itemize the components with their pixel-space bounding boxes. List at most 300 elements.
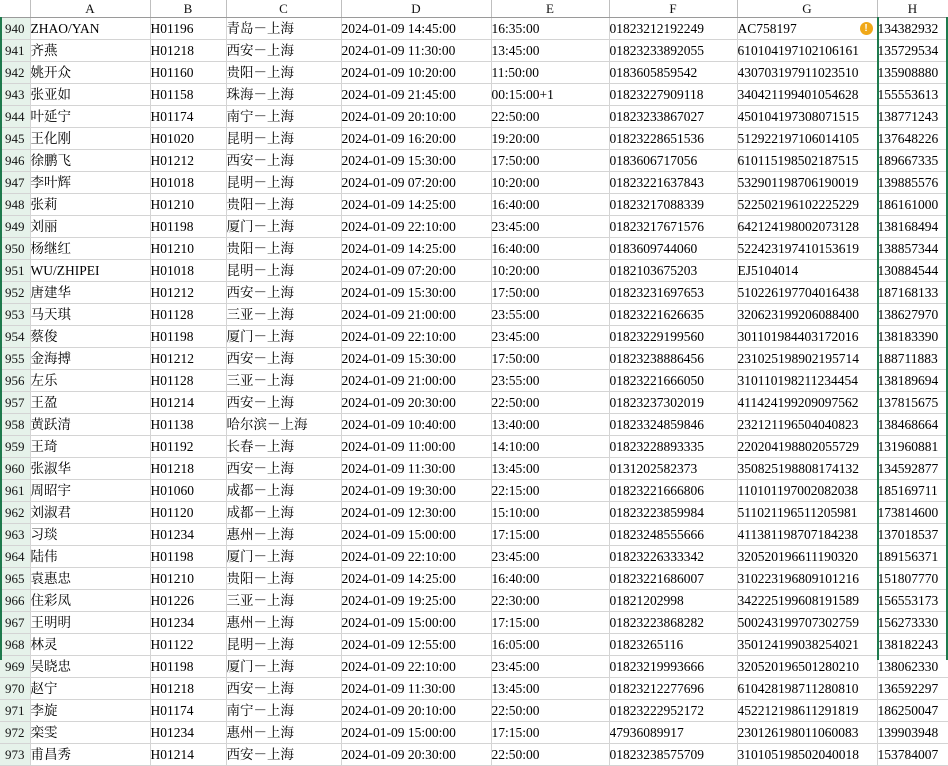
row-header[interactable]: 945 xyxy=(0,128,30,150)
cell-a[interactable]: WU/ZHIPEI xyxy=(30,260,150,282)
table-row[interactable] xyxy=(0,546,948,568)
cell-e[interactable]: 00:15:00+1 xyxy=(491,84,609,106)
table-row[interactable] xyxy=(0,678,948,700)
cell-d[interactable]: 2024-01-09 11:30:00 xyxy=(341,678,491,700)
table-row[interactable] xyxy=(0,106,948,128)
cell-f[interactable]: 0182103675203 xyxy=(609,260,737,282)
cell-h[interactable]: 135908880 xyxy=(877,62,948,84)
cell-e[interactable]: 17:15:00 xyxy=(491,612,609,634)
cell-h[interactable]: 188711883 xyxy=(877,348,948,370)
cell-f[interactable]: 0183605859542 xyxy=(609,62,737,84)
cell-a[interactable]: 李叶辉 xyxy=(30,172,150,194)
cell-c[interactable]: 长春－上海 xyxy=(226,436,341,458)
cell-b[interactable]: H01218 xyxy=(150,40,226,62)
row-header[interactable]: 951 xyxy=(0,260,30,282)
cell-h[interactable]: 138189694 xyxy=(877,370,948,392)
cell-g[interactable]: 320520196611190320 xyxy=(737,546,877,568)
cell-c[interactable]: 哈尔滨－上海 xyxy=(226,414,341,436)
cell-a[interactable]: 林灵 xyxy=(30,634,150,656)
cell-a[interactable]: ZHAO/YAN xyxy=(30,18,150,40)
cell-h[interactable]: 137018537 xyxy=(877,524,948,546)
cell-d[interactable]: 2024-01-09 15:30:00 xyxy=(341,282,491,304)
cell-a[interactable]: 齐燕 xyxy=(30,40,150,62)
row-header[interactable]: 965 xyxy=(0,568,30,590)
cell-g[interactable]: 411381198707184238 xyxy=(737,524,877,546)
cell-c[interactable]: 昆明－上海 xyxy=(226,172,341,194)
cell-g[interactable]: 511021196511205981 xyxy=(737,502,877,524)
cell-g[interactable]: 301101984403172016 xyxy=(737,326,877,348)
cell-g[interactable]: 512922197106014105 xyxy=(737,128,877,150)
row-header[interactable]: 942 xyxy=(0,62,30,84)
cell-h[interactable]: 156273330 xyxy=(877,612,948,634)
cell-c[interactable]: 昆明－上海 xyxy=(226,634,341,656)
column-header-a[interactable]: A xyxy=(30,0,150,18)
row-header[interactable]: 971 xyxy=(0,700,30,722)
cell-a[interactable]: 刘淑君 xyxy=(30,502,150,524)
table-row[interactable] xyxy=(0,634,948,656)
cell-c[interactable]: 西安－上海 xyxy=(226,348,341,370)
cell-e[interactable]: 22:15:00 xyxy=(491,480,609,502)
cell-g[interactable]: 220204198802055729 xyxy=(737,436,877,458)
cell-h[interactable]: 185169711 xyxy=(877,480,948,502)
cell-e[interactable]: 17:15:00 xyxy=(491,722,609,744)
cell-c[interactable]: 西安－上海 xyxy=(226,744,341,766)
cell-d[interactable]: 2024-01-09 14:25:00 xyxy=(341,238,491,260)
cell-g[interactable]: 230126198011060083 xyxy=(737,722,877,744)
cell-g[interactable]: 522423197410153619 xyxy=(737,238,877,260)
cell-g[interactable]: 642124198002073128 xyxy=(737,216,877,238)
table-row[interactable] xyxy=(0,238,948,260)
cell-h[interactable]: 187168133 xyxy=(877,282,948,304)
cell-e[interactable]: 22:50:00 xyxy=(491,392,609,414)
cell-d[interactable]: 2024-01-09 21:45:00 xyxy=(341,84,491,106)
cell-d[interactable]: 2024-01-09 15:00:00 xyxy=(341,722,491,744)
cell-f[interactable]: 01823223859984 xyxy=(609,502,737,524)
row-header[interactable]: 955 xyxy=(0,348,30,370)
cell-h[interactable]: 173814600 xyxy=(877,502,948,524)
cell-a[interactable]: 姚开众 xyxy=(30,62,150,84)
table-row[interactable] xyxy=(0,744,948,766)
cell-g[interactable]: 231025198902195714 xyxy=(737,348,877,370)
cell-a[interactable]: 叶延宁 xyxy=(30,106,150,128)
cell-b[interactable]: H01210 xyxy=(150,238,226,260)
cell-h[interactable]: 155553613 xyxy=(877,84,948,106)
cell-h[interactable]: 189667335 xyxy=(877,150,948,172)
cell-h[interactable]: 138168494 xyxy=(877,216,948,238)
cell-b[interactable]: H01234 xyxy=(150,524,226,546)
cell-b[interactable]: H01128 xyxy=(150,304,226,326)
cell-b[interactable]: H01212 xyxy=(150,150,226,172)
cell-b[interactable]: H01174 xyxy=(150,106,226,128)
table-row[interactable] xyxy=(0,326,948,348)
cell-h[interactable]: 186161000 xyxy=(877,194,948,216)
cell-g[interactable]: 310105198502040018 xyxy=(737,744,877,766)
cell-e[interactable]: 14:10:00 xyxy=(491,436,609,458)
cell-e[interactable]: 15:10:00 xyxy=(491,502,609,524)
row-header[interactable]: 970 xyxy=(0,678,30,700)
cell-b[interactable]: H01210 xyxy=(150,568,226,590)
cell-g[interactable]: 532901198706190019 xyxy=(737,172,877,194)
cell-f[interactable]: 01823221626635 xyxy=(609,304,737,326)
row-header[interactable]: 957 xyxy=(0,392,30,414)
cell-d[interactable]: 2024-01-09 10:20:00 xyxy=(341,62,491,84)
cell-b[interactable]: H01160 xyxy=(150,62,226,84)
cell-d[interactable]: 2024-01-09 20:10:00 xyxy=(341,700,491,722)
cell-f[interactable]: 01823217671576 xyxy=(609,216,737,238)
cell-f[interactable]: 01823219993666 xyxy=(609,656,737,678)
cell-f[interactable]: 01823228651536 xyxy=(609,128,737,150)
cell-c[interactable]: 南宁－上海 xyxy=(226,700,341,722)
cell-d[interactable]: 2024-01-09 16:20:00 xyxy=(341,128,491,150)
cell-b[interactable]: H01192 xyxy=(150,436,226,458)
cell-c[interactable]: 西安－上海 xyxy=(226,282,341,304)
row-header[interactable]: 946 xyxy=(0,150,30,172)
row-header[interactable]: 966 xyxy=(0,590,30,612)
row-header[interactable]: 962 xyxy=(0,502,30,524)
cell-f[interactable]: 0131202582373 xyxy=(609,458,737,480)
cell-f[interactable]: 01823221666050 xyxy=(609,370,737,392)
cell-a[interactable]: 马天琪 xyxy=(30,304,150,326)
cell-e[interactable]: 16:40:00 xyxy=(491,568,609,590)
cell-c[interactable]: 厦门－上海 xyxy=(226,216,341,238)
cell-g[interactable]: 350825198808174132 xyxy=(737,458,877,480)
cell-f[interactable]: 01823248555666 xyxy=(609,524,737,546)
cell-e[interactable]: 22:30:00 xyxy=(491,590,609,612)
cell-c[interactable]: 成都－上海 xyxy=(226,502,341,524)
table-row[interactable] xyxy=(0,304,948,326)
cell-e[interactable]: 23:45:00 xyxy=(491,656,609,678)
cell-b[interactable]: H01018 xyxy=(150,260,226,282)
cell-e[interactable]: 13:45:00 xyxy=(491,40,609,62)
cell-e[interactable]: 16:40:00 xyxy=(491,238,609,260)
cell-h[interactable]: 135729534 xyxy=(877,40,948,62)
table-row[interactable] xyxy=(0,194,948,216)
cell-e[interactable]: 23:45:00 xyxy=(491,216,609,238)
cell-a[interactable]: 张淑华 xyxy=(30,458,150,480)
cell-g[interactable]: 522502196102225229 xyxy=(737,194,877,216)
row-header[interactable]: 958 xyxy=(0,414,30,436)
cell-c[interactable]: 厦门－上海 xyxy=(226,546,341,568)
row-header[interactable]: 949 xyxy=(0,216,30,238)
row-header[interactable]: 963 xyxy=(0,524,30,546)
cell-f[interactable]: 01823237302019 xyxy=(609,392,737,414)
cell-a[interactable]: 吴晓忠 xyxy=(30,656,150,678)
cell-c[interactable]: 厦门－上海 xyxy=(226,326,341,348)
cell-f[interactable]: 01823231697653 xyxy=(609,282,737,304)
cell-d[interactable]: 2024-01-09 15:00:00 xyxy=(341,524,491,546)
cell-h[interactable]: 138627970 xyxy=(877,304,948,326)
cell-f[interactable]: 01823229199560 xyxy=(609,326,737,348)
cell-b[interactable]: H01158 xyxy=(150,84,226,106)
cell-c[interactable]: 贵阳－上海 xyxy=(226,568,341,590)
cell-g[interactable]: EJ5104014 xyxy=(737,260,877,282)
cell-d[interactable]: 2024-01-09 12:55:00 xyxy=(341,634,491,656)
cell-f[interactable]: 47936089917 xyxy=(609,722,737,744)
table-row[interactable] xyxy=(0,722,948,744)
cell-d[interactable]: 2024-01-09 12:30:00 xyxy=(341,502,491,524)
cell-b[interactable]: H01196 xyxy=(150,18,226,40)
cell-c[interactable]: 昆明－上海 xyxy=(226,260,341,282)
cell-f[interactable]: 01823223868282 xyxy=(609,612,737,634)
cell-d[interactable]: 2024-01-09 22:10:00 xyxy=(341,216,491,238)
cell-c[interactable]: 西安－上海 xyxy=(226,40,341,62)
cell-e[interactable]: 23:55:00 xyxy=(491,370,609,392)
cell-e[interactable]: 10:20:00 xyxy=(491,172,609,194)
cell-c[interactable]: 昆明－上海 xyxy=(226,128,341,150)
row-header[interactable]: 943 xyxy=(0,84,30,106)
row-header[interactable]: 953 xyxy=(0,304,30,326)
column-header-g[interactable]: G xyxy=(737,0,877,18)
row-header[interactable]: 973 xyxy=(0,744,30,766)
cell-a[interactable]: 王盈 xyxy=(30,392,150,414)
cell-h[interactable]: 137648226 xyxy=(877,128,948,150)
cell-b[interactable]: H01210 xyxy=(150,194,226,216)
table-row[interactable] xyxy=(0,414,948,436)
cell-h[interactable]: 131960881 xyxy=(877,436,948,458)
cell-a[interactable]: 唐建华 xyxy=(30,282,150,304)
cell-c[interactable]: 西安－上海 xyxy=(226,150,341,172)
cell-g[interactable]: 310110198211234454 xyxy=(737,370,877,392)
cell-e[interactable]: 16:05:00 xyxy=(491,634,609,656)
cell-c[interactable]: 三亚－上海 xyxy=(226,590,341,612)
cell-h[interactable]: 134382932 xyxy=(877,18,948,40)
cell-h[interactable]: 138182243 xyxy=(877,634,948,656)
cell-d[interactable]: 2024-01-09 20:30:00 xyxy=(341,392,491,414)
cell-f[interactable]: 01823238886456 xyxy=(609,348,737,370)
cell-b[interactable]: H01234 xyxy=(150,612,226,634)
table-row[interactable] xyxy=(0,260,948,282)
cell-h[interactable]: 139903948 xyxy=(877,722,948,744)
cell-c[interactable]: 成都－上海 xyxy=(226,480,341,502)
cell-h[interactable]: 151807770 xyxy=(877,568,948,590)
cell-g[interactable]: 450104197308071515 xyxy=(737,106,877,128)
table-row[interactable] xyxy=(0,18,948,40)
cell-h[interactable]: 138062330 xyxy=(877,656,948,678)
cell-f[interactable]: 01823265116 xyxy=(609,634,737,656)
cell-c[interactable]: 惠州－上海 xyxy=(226,524,341,546)
cell-d[interactable]: 2024-01-09 21:00:00 xyxy=(341,370,491,392)
table-row[interactable] xyxy=(0,282,948,304)
cell-e[interactable]: 17:50:00 xyxy=(491,282,609,304)
cell-a[interactable]: 王化刚 xyxy=(30,128,150,150)
row-header[interactable]: 960 xyxy=(0,458,30,480)
row-header[interactable]: 964 xyxy=(0,546,30,568)
cell-b[interactable]: H01226 xyxy=(150,590,226,612)
cell-d[interactable]: 2024-01-09 07:20:00 xyxy=(341,172,491,194)
cell-d[interactable]: 2024-01-09 10:40:00 xyxy=(341,414,491,436)
cell-c[interactable]: 南宁－上海 xyxy=(226,106,341,128)
table-row[interactable] xyxy=(0,590,948,612)
cell-b[interactable]: H01122 xyxy=(150,634,226,656)
cell-g[interactable]: 340421199401054628 xyxy=(737,84,877,106)
cell-b[interactable]: H01218 xyxy=(150,458,226,480)
cell-d[interactable]: 2024-01-09 11:30:00 xyxy=(341,40,491,62)
table-row[interactable] xyxy=(0,392,948,414)
cell-c[interactable]: 贵阳－上海 xyxy=(226,194,341,216)
cell-g[interactable]: 310223196809101216 xyxy=(737,568,877,590)
table-row[interactable] xyxy=(0,568,948,590)
cell-e[interactable]: 22:50:00 xyxy=(491,744,609,766)
cell-d[interactable]: 2024-01-09 15:30:00 xyxy=(341,150,491,172)
cell-a[interactable]: 王明明 xyxy=(30,612,150,634)
row-header[interactable]: 948 xyxy=(0,194,30,216)
cell-c[interactable]: 惠州－上海 xyxy=(226,612,341,634)
cell-e[interactable]: 16:35:00 xyxy=(491,18,609,40)
cell-a[interactable]: 赵宁 xyxy=(30,678,150,700)
cell-f[interactable]: 01823238575709 xyxy=(609,744,737,766)
cell-d[interactable]: 2024-01-09 22:10:00 xyxy=(341,546,491,568)
cell-d[interactable]: 2024-01-09 19:30:00 xyxy=(341,480,491,502)
cell-g[interactable]: 411424199209097562 xyxy=(737,392,877,414)
cell-g[interactable]: 610104197102106161 xyxy=(737,40,877,62)
table-row[interactable] xyxy=(0,370,948,392)
cell-a[interactable]: 栾雯 xyxy=(30,722,150,744)
cell-h[interactable]: 134592877 xyxy=(877,458,948,480)
table-row[interactable] xyxy=(0,656,948,678)
cell-f[interactable]: 01823212192249 xyxy=(609,18,737,40)
cell-h[interactable]: 153784007 xyxy=(877,744,948,766)
cell-g[interactable]: 110101197002082038 xyxy=(737,480,877,502)
cell-c[interactable]: 惠州－上海 xyxy=(226,722,341,744)
cell-e[interactable]: 23:55:00 xyxy=(491,304,609,326)
cell-b[interactable]: H01218 xyxy=(150,678,226,700)
cell-d[interactable]: 2024-01-09 14:25:00 xyxy=(341,194,491,216)
cell-f[interactable]: 01823217088339 xyxy=(609,194,737,216)
row-header[interactable]: 947 xyxy=(0,172,30,194)
cell-d[interactable]: 2024-01-09 22:10:00 xyxy=(341,656,491,678)
row-header[interactable]: 950 xyxy=(0,238,30,260)
cell-g[interactable]: 610115198502187515 xyxy=(737,150,877,172)
cell-h[interactable]: 138183390 xyxy=(877,326,948,348)
cell-b[interactable]: H01234 xyxy=(150,722,226,744)
cell-e[interactable]: 11:50:00 xyxy=(491,62,609,84)
cell-a[interactable]: 徐鹏飞 xyxy=(30,150,150,172)
table-row[interactable] xyxy=(0,502,948,524)
cell-b[interactable]: H01214 xyxy=(150,392,226,414)
cell-g[interactable]: 320520196501280210 xyxy=(737,656,877,678)
cell-d[interactable]: 2024-01-09 11:00:00 xyxy=(341,436,491,458)
cell-f[interactable]: 01823233892055 xyxy=(609,40,737,62)
row-header[interactable]: 956 xyxy=(0,370,30,392)
cell-h[interactable]: 186250047 xyxy=(877,700,948,722)
cell-g[interactable]: 232121196504040823 xyxy=(737,414,877,436)
cell-e[interactable]: 13:45:00 xyxy=(491,678,609,700)
cell-d[interactable]: 2024-01-09 22:10:00 xyxy=(341,326,491,348)
table-row[interactable] xyxy=(0,436,948,458)
row-header[interactable]: 961 xyxy=(0,480,30,502)
row-header[interactable]: 972 xyxy=(0,722,30,744)
cell-g[interactable]: 320623199206088400 xyxy=(737,304,877,326)
error-indicator-icon[interactable]: ! xyxy=(860,22,873,35)
cell-h[interactable]: 136592297 xyxy=(877,678,948,700)
column-header-e[interactable]: E xyxy=(491,0,609,18)
cell-g[interactable]: 452212198611291819 xyxy=(737,700,877,722)
row-header[interactable]: 952 xyxy=(0,282,30,304)
cell-e[interactable]: 22:50:00 xyxy=(491,700,609,722)
cell-b[interactable]: H01214 xyxy=(150,744,226,766)
cell-c[interactable]: 三亚－上海 xyxy=(226,370,341,392)
cell-e[interactable]: 17:50:00 xyxy=(491,150,609,172)
cell-d[interactable]: 2024-01-09 14:25:00 xyxy=(341,568,491,590)
table-row[interactable] xyxy=(0,458,948,480)
cell-h[interactable]: 138468664 xyxy=(877,414,948,436)
cell-g[interactable]: 342225199608191589 xyxy=(737,590,877,612)
cell-d[interactable]: 2024-01-09 14:45:00 xyxy=(341,18,491,40)
table-row[interactable] xyxy=(0,700,948,722)
cell-b[interactable]: H01174 xyxy=(150,700,226,722)
cell-a[interactable]: 杨继红 xyxy=(30,238,150,260)
cell-c[interactable]: 厦门－上海 xyxy=(226,656,341,678)
table-row[interactable] xyxy=(0,128,948,150)
table-row[interactable] xyxy=(0,62,948,84)
cell-f[interactable]: 01821202998 xyxy=(609,590,737,612)
row-header[interactable]: 969 xyxy=(0,656,30,678)
column-header-row[interactable] xyxy=(0,0,948,18)
cell-f[interactable]: 01823228893335 xyxy=(609,436,737,458)
cell-b[interactable]: H01020 xyxy=(150,128,226,150)
cell-b[interactable]: H01018 xyxy=(150,172,226,194)
row-header[interactable]: 959 xyxy=(0,436,30,458)
column-header-h[interactable]: H xyxy=(877,0,948,18)
table-row[interactable] xyxy=(0,524,948,546)
cell-e[interactable]: 19:20:00 xyxy=(491,128,609,150)
cell-f[interactable]: 01823227909118 xyxy=(609,84,737,106)
cell-e[interactable]: 16:40:00 xyxy=(491,194,609,216)
cell-g[interactable] xyxy=(737,18,877,40)
cell-d[interactable]: 2024-01-09 20:30:00 xyxy=(341,744,491,766)
cell-e[interactable]: 23:45:00 xyxy=(491,326,609,348)
table-row[interactable] xyxy=(0,40,948,62)
select-all-corner[interactable] xyxy=(0,0,30,18)
cell-e[interactable]: 17:50:00 xyxy=(491,348,609,370)
cell-f[interactable]: 01823212277696 xyxy=(609,678,737,700)
cell-c[interactable]: 西安－上海 xyxy=(226,392,341,414)
table-row[interactable] xyxy=(0,216,948,238)
row-header[interactable]: 954 xyxy=(0,326,30,348)
cell-d[interactable]: 2024-01-09 07:20:00 xyxy=(341,260,491,282)
row-header[interactable]: 941 xyxy=(0,40,30,62)
table-row[interactable] xyxy=(0,480,948,502)
cell-c[interactable]: 贵阳－上海 xyxy=(226,238,341,260)
cell-d[interactable]: 2024-01-09 19:25:00 xyxy=(341,590,491,612)
row-header[interactable]: 968 xyxy=(0,634,30,656)
column-header-f[interactable]: F xyxy=(609,0,737,18)
table-row[interactable] xyxy=(0,172,948,194)
cell-a[interactable]: 刘丽 xyxy=(30,216,150,238)
cell-a[interactable]: 陆伟 xyxy=(30,546,150,568)
column-header-d[interactable]: D xyxy=(341,0,491,18)
cell-c[interactable]: 贵阳－上海 xyxy=(226,62,341,84)
cell-h[interactable]: 130884544 xyxy=(877,260,948,282)
cell-b[interactable]: H01138 xyxy=(150,414,226,436)
cell-e[interactable]: 23:45:00 xyxy=(491,546,609,568)
table-row[interactable] xyxy=(0,348,948,370)
cell-d[interactable]: 2024-01-09 21:00:00 xyxy=(341,304,491,326)
cell-f[interactable]: 01823221686007 xyxy=(609,568,737,590)
cell-d[interactable]: 2024-01-09 15:00:00 xyxy=(341,612,491,634)
cell-c[interactable]: 西安－上海 xyxy=(226,458,341,480)
cell-a[interactable]: 甫昌秀 xyxy=(30,744,150,766)
cell-b[interactable]: H01060 xyxy=(150,480,226,502)
cell-a[interactable]: 住彩凤 xyxy=(30,590,150,612)
cell-a[interactable]: 左乐 xyxy=(30,370,150,392)
cell-h[interactable]: 138857344 xyxy=(877,238,948,260)
cell-a[interactable]: 周昭宇 xyxy=(30,480,150,502)
cell-a[interactable]: 习琰 xyxy=(30,524,150,546)
table-row[interactable] xyxy=(0,84,948,106)
cell-a[interactable]: 张亚如 xyxy=(30,84,150,106)
cell-b[interactable]: H01212 xyxy=(150,348,226,370)
